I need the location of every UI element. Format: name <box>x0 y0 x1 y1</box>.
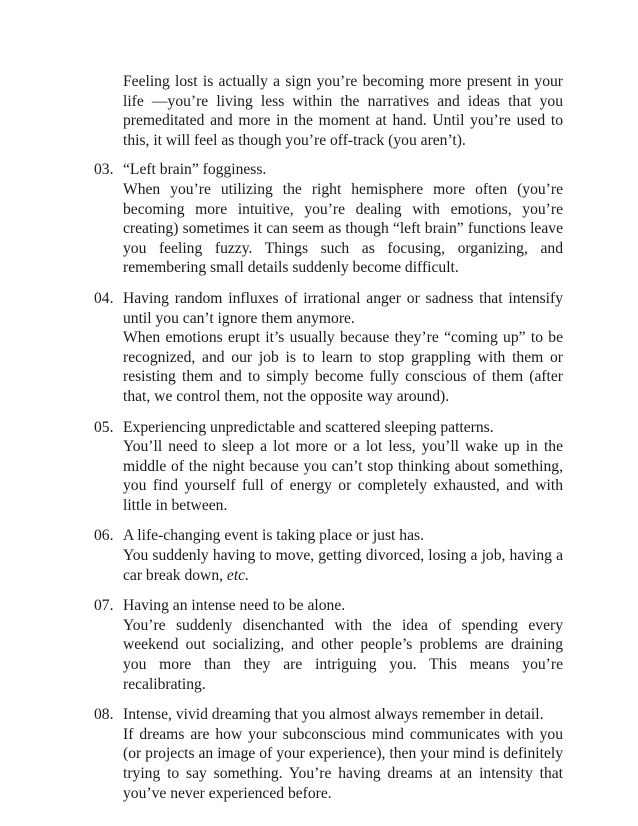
document-body <box>94 72 563 814</box>
list-item-body-italic: etc. <box>226 566 249 584</box>
list-item-body: When emotions erupt it’s usually because they’re “coming up” to be recognized, and our job is to learn to stop grappling with them or resisting them and to simply become fully conscious of them (after that, we control them, not the opposite way around). <box>123 329 563 405</box>
list-item-heading: Intense, vivid dreaming that you almost always remember in detail. <box>123 706 544 724</box>
list-item-body: You’re suddenly disenchanted with the idea of spending every weekend out socializing, and other people’s problems are draining you more than they are intriguing you. This means you’re recalibrating. <box>123 616 563 693</box>
list-item <box>94 596 563 694</box>
intro-paragraph: Feeling lost is actually a sign you’re becoming more present in your life —you’re living less within the narratives and ideas that you premeditated and more in the moment at hand. Until you’re used to this, it will feel as though you’re off-track (you aren’t). <box>123 73 563 149</box>
list-item <box>94 418 563 516</box>
list-item-body: If dreams are how your subconscious mind communicates with you (or projects an image of your experience), then your mind is definitely trying to say something. You’re having dreams at an intensity that you’ve never experienced before. <box>123 725 563 802</box>
list-item-body <box>123 546 563 585</box>
list-item <box>94 160 563 278</box>
list-item <box>94 289 563 407</box>
list-item-heading: Having random influxes of irrational anger or sadness that intensify until you can’t ignore them anymore. <box>123 289 563 327</box>
list-item-number: 04. <box>94 289 114 307</box>
list-item-body-text: You suddenly having to move, getting divorced, losing a job, having a car break down, <box>123 547 563 584</box>
list-item-number: 07. <box>94 597 114 615</box>
list-item <box>94 526 563 585</box>
list-item-heading: A life-changing event is taking place or just has. <box>123 527 424 545</box>
list-item-body: You’ll need to sleep a lot more or a lot less, you’ll wake up in the middle of the night because you can’t stop thinking about something, you find yourself full of energy or completely exhausted, and with little in between. <box>123 438 563 514</box>
list-item-body: When you’re utilizing the right hemisphere more often (you’re becoming more intuitive, you’re dealing with emotions, you’re creating) sometimes it can seem as though “left brain” functions leave you feeling fuzzy. Things such as focusing, organizing, and remembering small details suddenly become difficult. <box>123 180 563 277</box>
list-item-heading: Experiencing unpredictable and scattered sleeping patterns. <box>123 418 494 436</box>
list-item-number: 05. <box>94 418 114 436</box>
list-item-number: 08. <box>94 706 114 724</box>
list-item-heading: Having an intense need to be alone. <box>123 597 346 615</box>
list-item <box>94 705 563 803</box>
list-item-number: 03. <box>94 161 114 179</box>
list-item-number: 06. <box>94 527 114 545</box>
list-item-heading: “Left brain” fogginess. <box>123 161 267 179</box>
